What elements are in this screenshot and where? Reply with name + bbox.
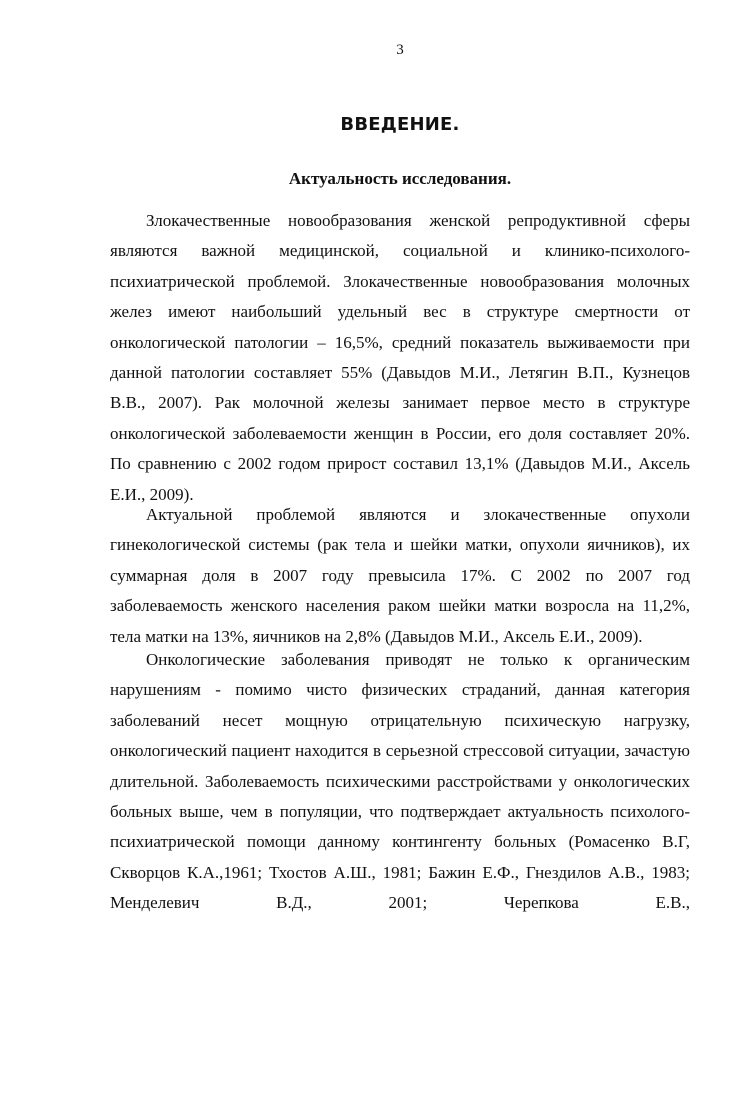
section-subheading: Актуальность исследования.	[288, 169, 512, 188]
paragraph-2: Актуальной проблемой являются и злокачественные опухоли гинекологической системы (рак тела и шейки матки, опухоли яичников), их суммарная доля в 2007 году превысила 17%. С 2002 по 2007 год заболеваемость женского населения раком шейки матки возросла на 11,2%, тела матки на 13%, яичников на 2,8% (Давыдов М.И., Аксель Е.И., 2009).	[110, 505, 690, 646]
page-number: 3	[396, 42, 404, 58]
section-heading: ВВЕДЕНИЕ.	[340, 114, 460, 135]
paragraph-3: Онкологические заболевания приводят не только к органическим нарушениям - помимо чисто физических страданий, данная категория заболеваний несет мощную отрицательную психическую нагрузку, онкологический пациент находится в серьезной стрессовой ситуации, зачастую длительной. Заболеваемость психическими расстройствами у онкологических больных выше, чем в популяции, что подтверждает актуальность психолого-психиатрической помощи данному контингенту больных (Ромасенко В.Г, Скворцов К.А.,1961; Тхостов А.Ш., 1981; Бажин Е.Ф., Гнездилов А.В., 1983; Менделевич В.Д., 2001; Черепкова Е.В.,	[110, 650, 690, 913]
paragraph-1: Злокачественные новообразования женской репродуктивной сферы являются важной медицинской, социальной и клинико-психолого-психиатрической проблемой. Злокачественные новообразования молочных желез имеют наибольший удельный вес в структуре смертности от онкологической патологии – 16,5%, средний показатель выживаемости при данной патологии составляет 55% (Давыдов М.И., Летягин В.П., Кузнецов В.В., 2007). Рак молочной железы занимает первое место в структуре онкологической заболеваемости женщин в России, его доля составляет 20%. По сравнению с 2002 годом прирост составил 13,1% (Давыдов М.И., Аксель Е.И., 2009).	[110, 211, 690, 504]
